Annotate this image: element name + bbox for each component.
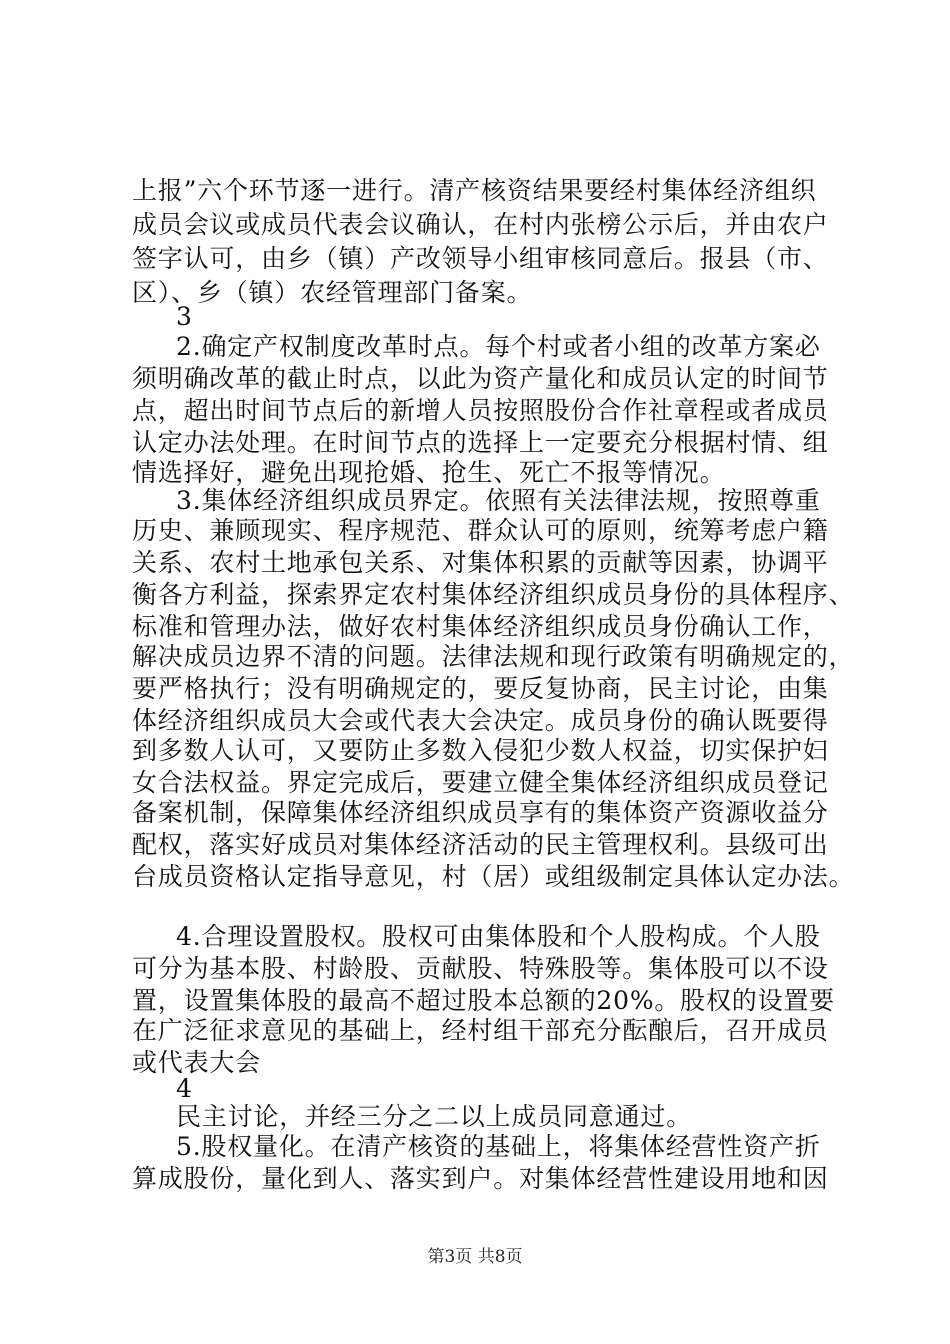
text-line: 上报”六个环节逐一进行。清产核资结果要经村集体经济组织 <box>132 176 817 205</box>
text-line: 要严格执行；没有明确规定的，要反复协商，民主讨论，由集 <box>132 674 829 703</box>
paragraph-heading-line: 4.合理设置股权。股权可由集体股和个人股构成。个人股 <box>176 922 821 951</box>
text-line: 备案机制，保障集体经济组织成员享有的集体资产资源收益分 <box>132 798 829 827</box>
text-line: 女合法权益。界定完成后，要建立健全集体经济组织成员登记 <box>132 768 829 797</box>
paragraph-heading-line: 3.集体经济组织成员界定。依照有关法律法规，按照尊重 <box>176 486 821 515</box>
text-line: 台成员资格认定指导意见，村（居）或组级制定具体认定办法。 <box>132 862 855 891</box>
text-line: 区）、乡（镇）农经管理部门备案。 <box>132 278 533 307</box>
text-line: 算成股份，量化到人、落实到户。对集体经营性建设用地和因 <box>132 1164 829 1193</box>
text-line: 在广泛征求意见的基础上，经村组干部充分酝酿后，召开成员 <box>132 1016 829 1045</box>
text-line: 可分为基本股、村龄股、贡献股、特殊股等。集体股可以不设 <box>132 954 829 983</box>
text-line: 关系、农村土地承包关系、对集体积累的贡献等因素，协调平 <box>132 548 829 577</box>
text-line: 解决成员边界不清的问题。法律法规和现行政策有明确规定的， <box>132 642 855 671</box>
text-line: 配权，落实好成员对集体经济活动的民主管理权利。县级可出 <box>132 830 829 859</box>
text-line: 须明确改革的截止时点，以此为资产量化和成员认定的时间节 <box>132 364 829 393</box>
text-line: 情选择好，避免出现抢婚、抢生、死亡不报等情况。 <box>132 458 726 487</box>
text-line: 点，超出时间节点后的新增人员按照股份合作社章程或者成员 <box>132 396 829 425</box>
paragraph-heading-line: 2.确定产权制度改革时点。每个村或者小组的改革方案必 <box>176 332 821 361</box>
text-line: 签字认可，由乡（镇）产改领导小组审核同意后。报县（市、 <box>132 244 829 273</box>
text-line: 历史、兼顾现实、程序规范、群众认可的原则，统筹考虑户籍 <box>132 516 829 545</box>
text-line: 到多数人认可，又要防止多数入侵犯少数人权益，切实保护妇 <box>132 736 829 765</box>
text-line: 成员会议或成员代表会议确认，在村内张榜公示后，并由农户 <box>132 210 829 239</box>
paragraph-heading-line: 5.股权量化。在清产核资的基础上，将集体经营性资产折 <box>176 1132 821 1161</box>
text-line: 标准和管理办法，做好农村集体经济组织成员身份确认工作， <box>132 612 829 641</box>
text-line: 或代表大会 <box>132 1048 262 1077</box>
text-line: 认定办法处理。在时间节点的选择上一定要充分根据村情、组 <box>132 428 829 457</box>
page-number-marker: 3 <box>176 302 193 331</box>
page-number-marker: 4 <box>176 1074 193 1103</box>
text-line: 体经济组织成员大会或代表大会决定。成员身份的确认既要得 <box>132 706 829 735</box>
text-line: 衡各方利益，探索界定农村集体经济组织成员身份的具体程序、 <box>132 580 855 609</box>
page-footer: 第3页 共8页 <box>427 1247 523 1267</box>
text-line: 置，设置集体股的最高不超过股本总额的20%。股权的设置要 <box>132 986 835 1015</box>
text-line: 民主讨论，并经三分之二以上成员同意通过。 <box>176 1102 693 1131</box>
